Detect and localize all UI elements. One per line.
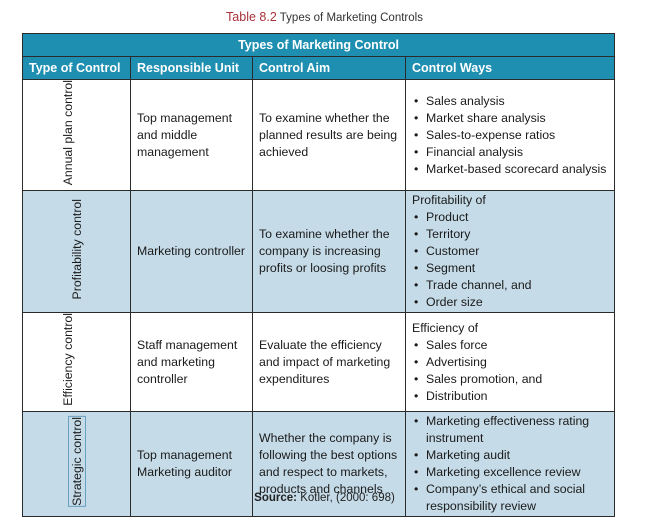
list-item: • Territory [412,226,608,243]
table-caption-title: Types of Marketing Controls [279,12,423,24]
source-label: Source: [254,492,297,504]
column-header-aim: Control Aim [253,57,406,80]
ways-cell [406,191,615,313]
list-item: • Order size [412,294,608,311]
table-caption [0,10,649,24]
ways-intro: Profitability of [412,193,486,208]
list-item: • Product [412,209,608,226]
list-item: • Advertising [412,354,608,371]
ways-cell [406,313,615,412]
list-item: • Financial analysis [412,144,608,161]
list-item: • Marketing effectiveness rating instrument [412,413,608,447]
aim-cell: To examine whether the company is increasing profits or loosing profits [253,191,406,313]
source-note [0,492,649,504]
list-item: • Sales force [412,337,608,354]
unit-cell: Staff management and marketing controller [131,313,253,412]
aim-cell: To examine whether the planned results are being achieved [253,80,406,191]
type-label: Annual plan control [60,80,75,186]
source-text: Kotler, (2000: 698) [300,492,395,504]
table-header-title: Types of Marketing Control [23,34,615,57]
list-item: • Market share analysis [412,110,608,127]
table-row-annual-plan [23,80,615,191]
list-item: • Customer [412,243,608,260]
marketing-controls-table [22,33,615,517]
list-item: • Sales-to-expense ratios [412,127,608,144]
ways-intro: Efficiency of [412,320,479,335]
list-item: • Marketing excellence review [412,464,608,481]
unit-cell: Marketing controller [131,191,253,313]
list-item: • Distribution [412,388,608,405]
type-label: Efficiency control [60,313,75,407]
type-cell [23,80,131,191]
list-item: • Sales promotion, and [412,371,608,388]
aim-cell: Evaluate the efficiency and impact of marketing expenditures [253,313,406,412]
table-row-efficiency [23,313,615,412]
list-item: • Market-based scorecard analysis [412,161,608,178]
table-number: Table 8.2 [226,10,277,24]
table-row-profitability [23,191,615,313]
unit-cell: Top management Marketing auditor [131,412,253,517]
list-item: • Trade channel, and [412,277,608,294]
type-cell [23,191,131,313]
list-item: • Sales analysis [412,93,608,110]
list-item: • Company’s ethical and social responsibility review [412,481,608,515]
type-label: Profitability control [69,199,84,300]
column-header-ways: Control Ways [406,57,615,80]
type-label: Strategic control [69,417,84,506]
aim-cell: Whether the company is following the best options and respect to markets, products and channels [253,412,406,517]
type-cell [23,313,131,412]
list-item: • Marketing audit [412,447,608,464]
column-header-unit: Responsible Unit [131,57,253,80]
ways-cell [406,80,615,191]
list-item: • Segment [412,260,608,277]
unit-cell: Top management and middle management [131,80,253,191]
column-header-type: Type of Control [23,57,131,80]
